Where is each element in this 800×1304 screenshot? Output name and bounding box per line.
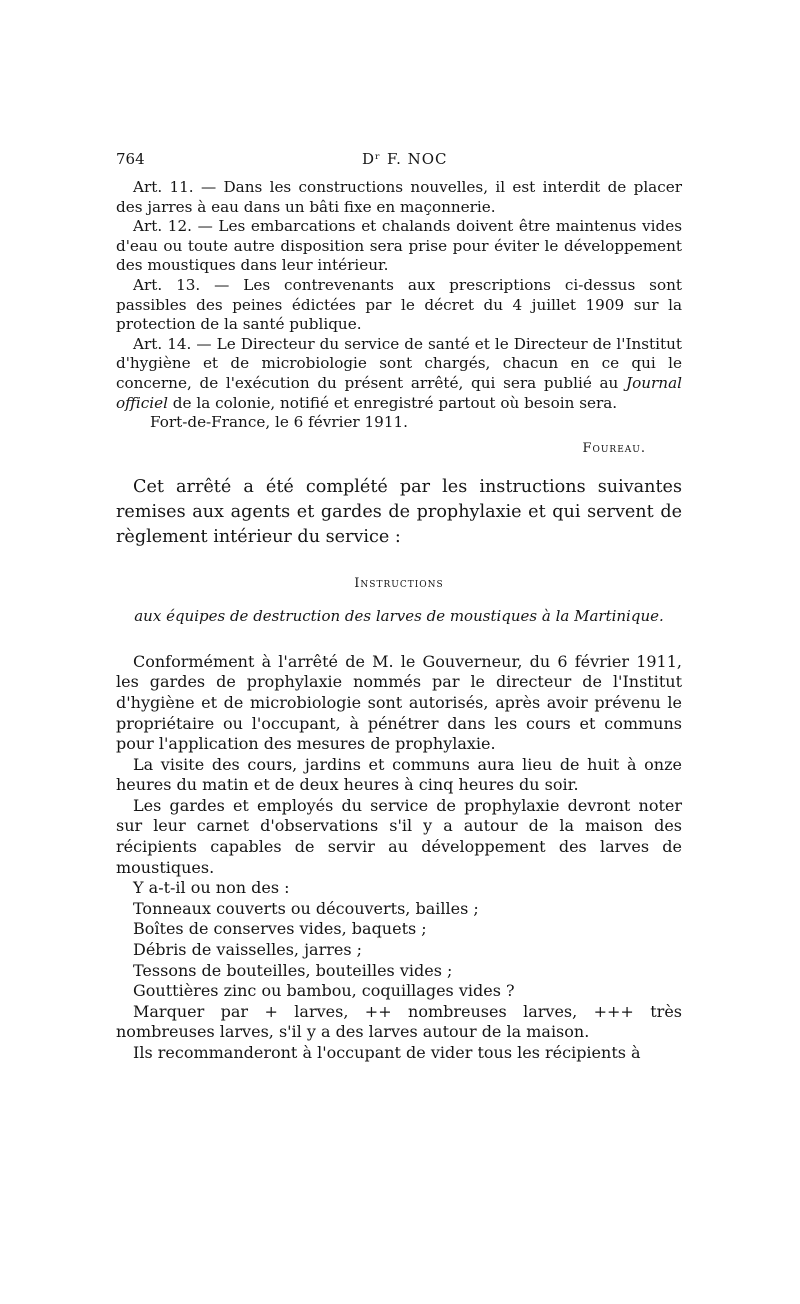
list-item: Tessons de bouteilles, bouteilles vides ; (133, 960, 453, 980)
page (116, 150, 682, 1064)
article-14-text-before: Art. 14. — Le Directeur du service de santé et le Directeur de l'Institut d'hygiène et de microbiologie sont chargés, chacun en ce qui le concerne, de l'exécution du présent arrêté, qui sera publié au (116, 334, 682, 392)
paragraph-recommanderont: Ils recommanderont à l'occupant de vider tous les récipients à (133, 1043, 641, 1062)
page-number: 764 (116, 150, 145, 168)
signature: Foureau. (582, 440, 646, 456)
intro-paragraph: Cet arrêté a été complété par les instructions suivantes remises aux agents et gardes de prophylaxie et qui servent de règlement intérieur du service : (116, 476, 682, 547)
article-14-text-after: de la colonie, notifié et enregistré partout où besoin sera. (167, 393, 618, 412)
list-item: Boîtes de conserves vides, baquets ; (133, 919, 427, 939)
article-12: Art. 12. — Les embarcations et chalands doivent être maintenus vides d'eau ou toute autre disposition sera prise pour éviter le développement des moustiques dans leur intérieur. (116, 217, 682, 275)
list-item: Tonneaux couverts ou découverts, bailles ; (133, 898, 479, 918)
paragraph-visite: La visite des cours, jardins et communs aura lieu de huit à onze heures du matin et de deux heures à cinq heures du soir. (116, 754, 682, 795)
article-14 (116, 335, 682, 413)
list-item: Débris de vaisselles, jarres ; (133, 940, 363, 960)
article-13: Art. 13. — Les contrevenants aux prescriptions ci-dessus sont passibles des peines édictées par le décret du 4 juillet 1909 sur la protection de la santé publique. (116, 275, 682, 334)
journal-officiel: Journal officiel (116, 373, 682, 412)
running-head: Dʳ F. NOC (362, 150, 448, 168)
paragraph-gardes: Les gardes et employés du service de prophylaxie devront noter sur leur carnet d'observations s'il y a autour de la maison des récipients capables de servir au développement des larves de moustiques. (116, 795, 682, 877)
page-header (116, 150, 682, 178)
section-title: Instructions (354, 575, 444, 591)
date-line: Fort-de-France, le 6 février 1911. (150, 413, 408, 432)
section-subtitle: aux équipes de destruction des larves de moustiques à la Martinique. (134, 606, 664, 625)
paragraph-marquer: Marquer par + larves, ++ nombreuses larves, +++ très nombreuses larves, s'il y a des larves autour de la maison. (116, 1001, 682, 1042)
article-11: Art. 11. — Dans les constructions nouvelles, il est interdit de placer des jarres à eau dans un bâti fixe en maçonnerie. (116, 178, 682, 216)
list-item: Y a-t-il ou non des : (133, 878, 290, 898)
paragraph-conformement: Conformément à l'arrêté de M. le Gouverneur, du 6 février 1911, les gardes de prophylaxie nommés par le directeur de l'Institut d'hygiène et de microbiologie sont autorisés, après avoir prévenu le propriétaire ou l'occupant, à pénétrer dans les cours et communs pour l'application des mesures de prophylaxie. (116, 651, 682, 754)
list-item: Gouttières zinc ou bambou, coquillages vides ? (133, 981, 515, 1001)
